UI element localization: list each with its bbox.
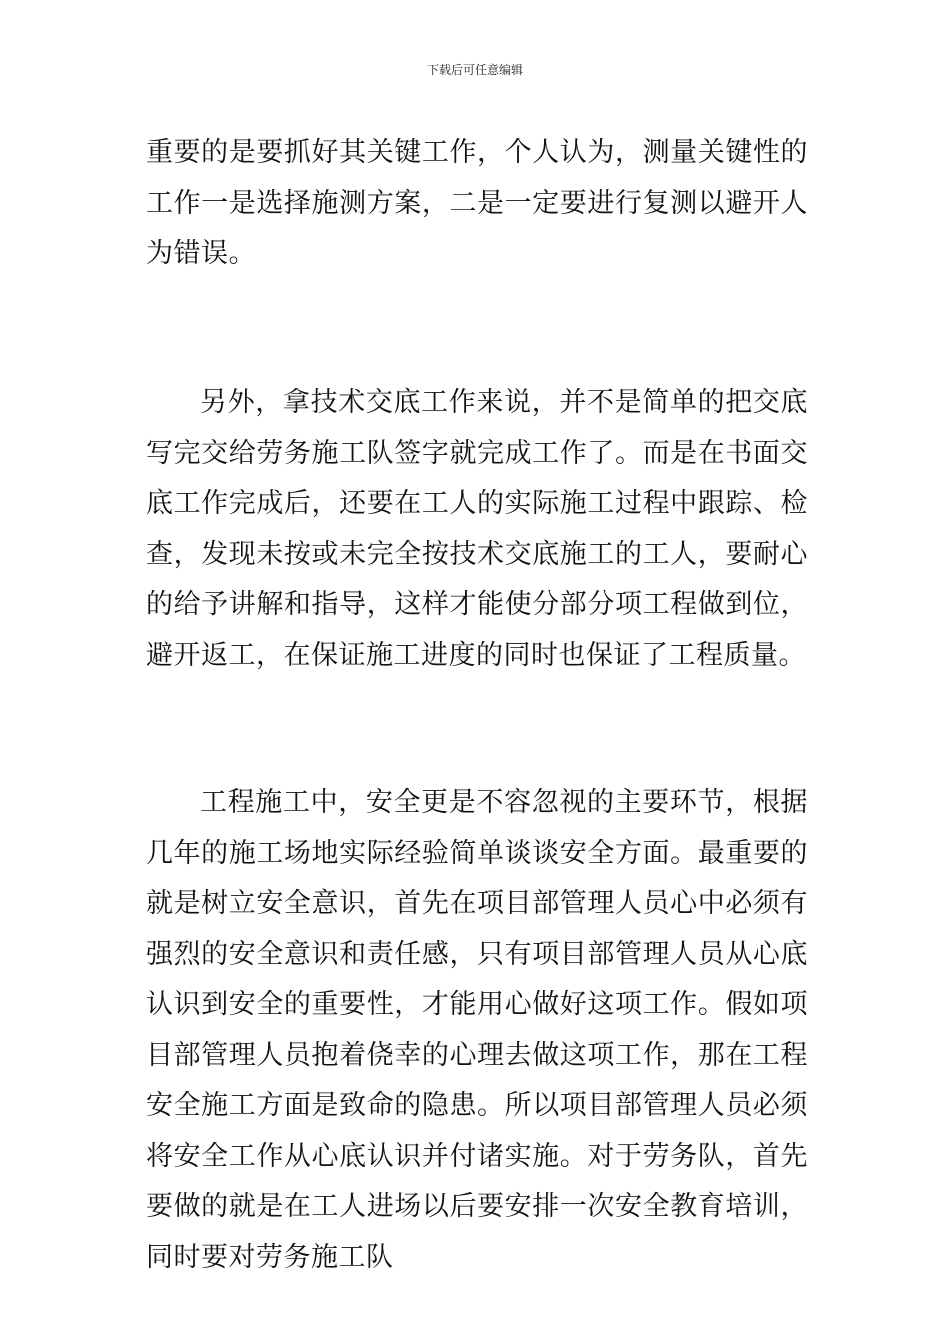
paragraph-measurement: 重要的是要抓好其关键工作，个人认为，测量关键性的工作一是选择施测方案，二是一定要进行复测以避开人为错误。 xyxy=(146,137,808,269)
paragraph-safety: 工程施工中，安全更是不容忽视的主要环节，根据几年的施工场地实际经验简单谈谈安全方面。最重要的就是树立安全意识，首先在项目部管理人员心中必须有强烈的安全意识和责任感，只有项目部管理人员从心底认识到安全的重要性，才能用心做好这项工作。假如项目部管理人员抱着侥幸的心理去做这项工作，那在工程安全施工方面是致命的隐患。所以项目部管理人员必须将安全工作从心底认识并付诸实施。对于劳务队，首先要做的就是在工人进场以后要安排一次安全教育培训，同时要对劳务施工队 xyxy=(146,787,808,1273)
paragraph-technical-briefing: 另外，拿技术交底工作来说，并不是简单的把交底写完交给劳务施工队签字就完成工作了。而是在书面交底工作完成后，还要在工人的实际施工过程中跟踪、检查，发现未按或未完全按技术交底施工的工人，要耐心的给予讲解和指导，这样才能使分部分项工程做到位，避开返工，在保证施工进度的同时也保证了工程质量。 xyxy=(146,387,808,671)
page-header: 下载后可任意编辑 xyxy=(426,63,523,77)
